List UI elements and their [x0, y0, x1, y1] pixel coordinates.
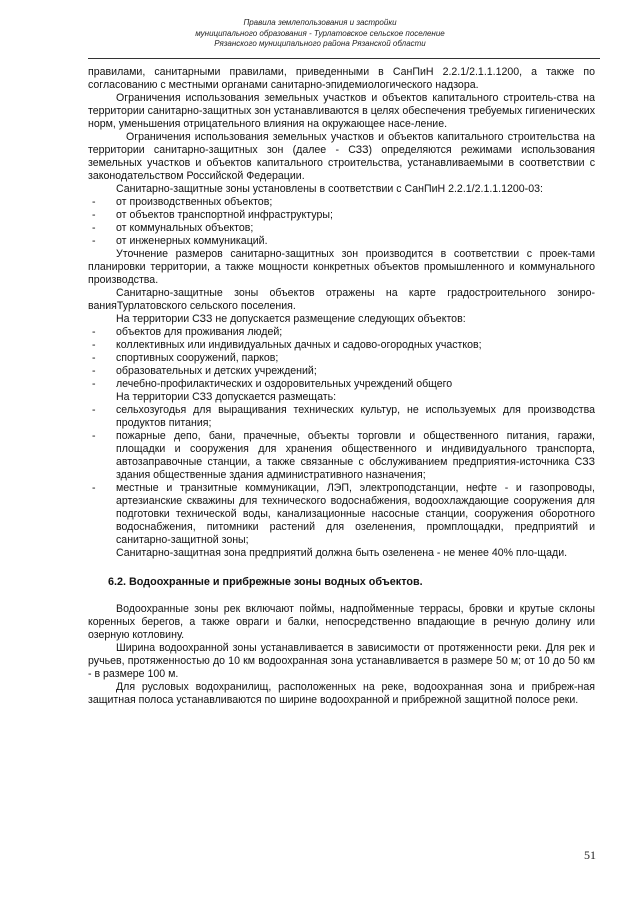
document-body — [88, 66, 595, 707]
paragraph: Ограничения использования земельных участков и объектов капитального строительства на территории санитарно-защитных зон (далее - СЗЗ) определяются режимами использования земельных участков и объектов капитального строительства, устанавливаемыми в соответствии с законодательством Российской Федерации. — [88, 131, 595, 182]
list-item: - лечебно-профилактических и оздоровительных учреждений общего — [92, 378, 453, 390]
list-item: - от инженерных коммуникаций. — [92, 235, 268, 247]
header-municipality: муниципального образования - Турлатовское сельское поселение — [195, 28, 445, 38]
header-title: Правила землепользования и застройки — [243, 18, 397, 27]
header-divider — [88, 58, 600, 59]
page-number: 51 — [584, 848, 596, 862]
paragraph: Водоохранные зоны рек включают поймы, надпойменные террасы, бровки и крутые склоны коренных берегов, а также овраги и балки, непосредственно впадающие в речную долину или озерную котловину. — [88, 603, 595, 641]
paragraph: Санитарно-защитные зоны установлены в соответствии с СанПиН 2.2.1/2.1.1.1200-03: — [116, 183, 543, 195]
paragraph: Санитарно-защитная зона предприятий должна быть озеленена - не менее 40% пло-щади. — [116, 547, 568, 559]
szz-sources-list — [88, 196, 595, 248]
allowed-objects-list — [88, 404, 595, 547]
paragraph: На территории СЗЗ допускается размещать: — [116, 391, 337, 403]
paragraph: Санитарно-защитные зоны объектов отражены на карте градостроительного зониро-ванияТурлатовского сельского поселения. — [88, 287, 595, 312]
list-item: - местные и транзитные коммуникации, ЛЭП, электроподстанции, нефте - и газопроводы, артезианские скважины для технического водоснабжения, водоохлаждающие сооружения для подготовки технической воды, канализационные насосные станции, сооружения оборотного водоснабжения, питомники растений для озеленения, промплощадки, предприятий и санитарно-защитной зоны; — [92, 482, 595, 546]
paragraph: Ширина водоохранной зоны устанавливается в зависимости от протяженности реки. Для рек и ручьев, протяженностью до 10 км водоохранная зона устанавливается в размере 50 м; от 10 до 50 км - в размере 100 м. — [88, 642, 595, 680]
list-item: - от коммунальных объектов; — [92, 222, 254, 234]
prohibited-objects-list — [88, 326, 595, 391]
list-item: - от производственных объектов; — [92, 196, 273, 208]
list-item: - сельхозугодья для выращивания технических культур, не используемых для производства продуктов питания; — [92, 404, 595, 429]
paragraph: Ограничения использования земельных участков и объектов капитального строитель-ства на территории санитарно-защитных зон устанавливаются в целях обеспечения требуемых гигиенических норм, уменьшения отрицательного влияния на окружающее насе-ление. — [88, 92, 595, 130]
section-heading: 6.2. Водоохранные и прибрежные зоны водных объектов. — [108, 576, 423, 588]
paragraph: Уточнение размеров санитарно-защитных зон производится в соответствии с проек-тами планировки территории, а также мощности конкретных объектов промышленного и коммунального производства. — [88, 248, 595, 286]
list-item: - спортивных сооружений, парков; — [92, 352, 279, 364]
paragraph: Для русловых водохранилищ, расположенных на реке, водоохранная зона и прибреж-ная защитная полоса устанавливаются по ширине водоохранной и прибрежной защитной полосе реки. — [88, 681, 595, 706]
header-region: Рязанского муниципального района Рязанской области — [214, 39, 426, 48]
list-item: - пожарные депо, бани, прачечные, объекты торговли и общественного питания, гаражи, площадки и сооружения для хранения общественного и индивидуального транспорта, автозаправочные станции, а также связанные с обслуживанием предприятия-источника СЗЗ здания общественные здания административного назначения; — [92, 430, 595, 481]
paragraph: На территории СЗЗ не допускается размещение следующих объектов: — [116, 313, 466, 325]
list-item: - коллективных или индивидуальных дачных и садово-огородных участков; — [92, 339, 482, 351]
list-item: - образовательных и детских учреждений; — [92, 365, 317, 377]
page-header — [0, 18, 640, 50]
list-item: - от объектов транспортной инфраструктуры; — [92, 209, 333, 221]
list-item: - объектов для проживания людей; — [92, 326, 283, 338]
paragraph: правилами, санитарными правилами, приведенными в СанПиН 2.2.1/2.1.1.1200, а также по согласованию с местными органами санитарно-эпидемиологического надзора. — [88, 66, 595, 91]
